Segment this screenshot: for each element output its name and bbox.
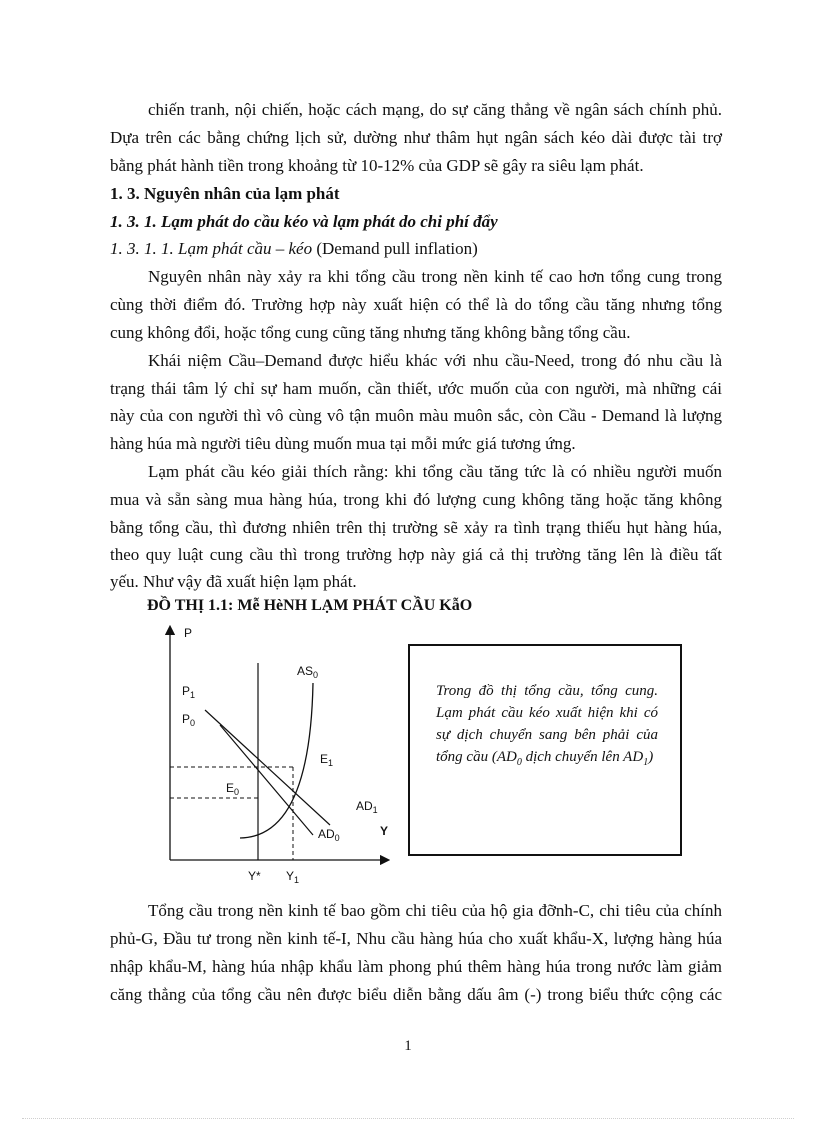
paragraph-line: Lạm phát cầu kéo giải thích rằng: khi tổng cầu tăng tức là có nhiều người muốn xyxy=(148,462,722,481)
paragraph-line: cung không đổi, hoặc tổng cung cũng tăng nhưng tăng không bằng tổng cầu. xyxy=(110,323,631,342)
explanation-box xyxy=(408,644,682,856)
ad0-label: $AD_0$ xyxy=(318,827,340,843)
section-heading-1-3-1: 1. 3. 1. Lạm phát do cầu kéo và lạm phát do chi phí đẩy xyxy=(110,212,498,231)
price-axis-label: P xyxy=(184,626,193,640)
text-line: Dựa trên các bằng chứng lịch sử, dường như thâm hụt ngân sách kéo dài được tài trợ xyxy=(110,128,722,147)
e1-label: $E_1$ xyxy=(320,752,334,768)
figure-title: ĐỒ THỊ 1.1: Mễ HèNH LẠM PHÁT CẦU KẫO xyxy=(147,597,473,614)
page-number: 1 xyxy=(404,1038,412,1054)
paragraph-line: mua và sẵn sàng mua hàng húa, trong khi đó lượng cung không tăng hoặc tăng không xyxy=(110,490,722,509)
p0-label: $P_0$ xyxy=(182,712,196,728)
y1-label: $Y_1$ xyxy=(286,869,300,885)
paragraph-line: theo quy luật cung cầu thì trong trường hợp này giá cả thị trường tăng lên là điều tất xyxy=(110,545,722,564)
footer-rule xyxy=(22,1118,794,1119)
section-heading-1-3: 1. 3. Nguyên nhân của lạm phát xyxy=(110,184,340,203)
paragraph-line: căng thẳng của tổng cầu nên được biểu diễn bằng dấu âm (-) trong biểu thức cộng các xyxy=(110,985,722,1004)
paragraph-line: yếu. Như vậy đã xuất hiện lạm phát. xyxy=(110,572,357,591)
paragraph-line: phủ-G, Đầu tư trong nền kinh tế-I, Nhu cầu hàng húa cho xuất khẩu-X, lượng hàng húa xyxy=(110,929,722,948)
as0-label: $AS_0$ xyxy=(297,664,319,680)
paragraph-line: Khái niệm Cầu–Demand được hiểu khác với nhu cầu-Need, trong đó nhu cầu là xyxy=(148,351,722,370)
ad1-line xyxy=(205,710,330,825)
p1-label: $P_1$ xyxy=(182,684,196,700)
paragraph-line: bằng tổng cầu, thì đương nhiên trên thị trường sẽ xảy ra tình trạng thiếu hụt hàng húa, xyxy=(110,518,722,537)
paragraph-line: Tổng cầu trong nền kinh tế bao gồm chi tiêu của hộ gia đỡnh-C, chi tiêu của chính xyxy=(148,901,722,920)
ystar-label: Y* xyxy=(248,869,261,883)
paragraph-line: Nguyên nhân này xảy ra khi tổng cầu trong nền kinh tế cao hơn tổng cung trong xyxy=(148,267,722,286)
e0-label: $E_0$ xyxy=(226,781,240,797)
paragraph-line: nhập khẩu-M, hàng húa nhập khẩu làm phong phú thêm hàng húa trong nước làm giảm xyxy=(110,957,722,976)
output-axis-label: Y xyxy=(380,824,389,838)
as0-curve xyxy=(240,683,313,838)
paragraph-line: hàng húa mà người tiêu dùng muốn mua tại mỗi mức giá tương ứng. xyxy=(110,434,576,453)
paragraph-line: này của con người thì vô cùng vô tận muôn màu muôn sắc, còn Cầu - Demand là lượng xyxy=(110,406,722,425)
ad-as-diagram xyxy=(160,625,400,885)
explanation-text: Trong đồ thị tổng cầu, tổng cung. Lạm phát cầu kéo xuất hiện khi có sự dịch chuyển sang bên phải của tổng cầu ($AD_0$ dịch chuyển lên $AD_1$) xyxy=(436,683,658,768)
heading-italic-part: 1. 3. 1. 1. Lạm phát cầu – kéo xyxy=(110,239,313,258)
section-heading-1-3-1-1 xyxy=(110,239,722,259)
paragraph-line: cùng thời điểm đó. Trường hợp này xuất hiện có thể là do tổng cầu tăng nhưng tổng xyxy=(110,295,722,314)
paragraph-line: trạng thái tâm lý chỉ sự ham muốn, cần thiết, ước muốn của con người, mà những cái xyxy=(110,379,722,398)
ad1-label: $AD_1$ xyxy=(356,799,378,815)
text-line: bằng phát hành tiền trong khoảng từ 10-12% của GDP sẽ gây ra siêu lạm phát. xyxy=(110,156,644,175)
ad0-line xyxy=(220,725,313,835)
text-line: chiến tranh, nội chiến, hoặc cách mạng, do sự căng thẳng về ngân sách chính phủ. xyxy=(148,100,722,119)
heading-normal-part: (Demand pull inflation) xyxy=(312,239,478,258)
